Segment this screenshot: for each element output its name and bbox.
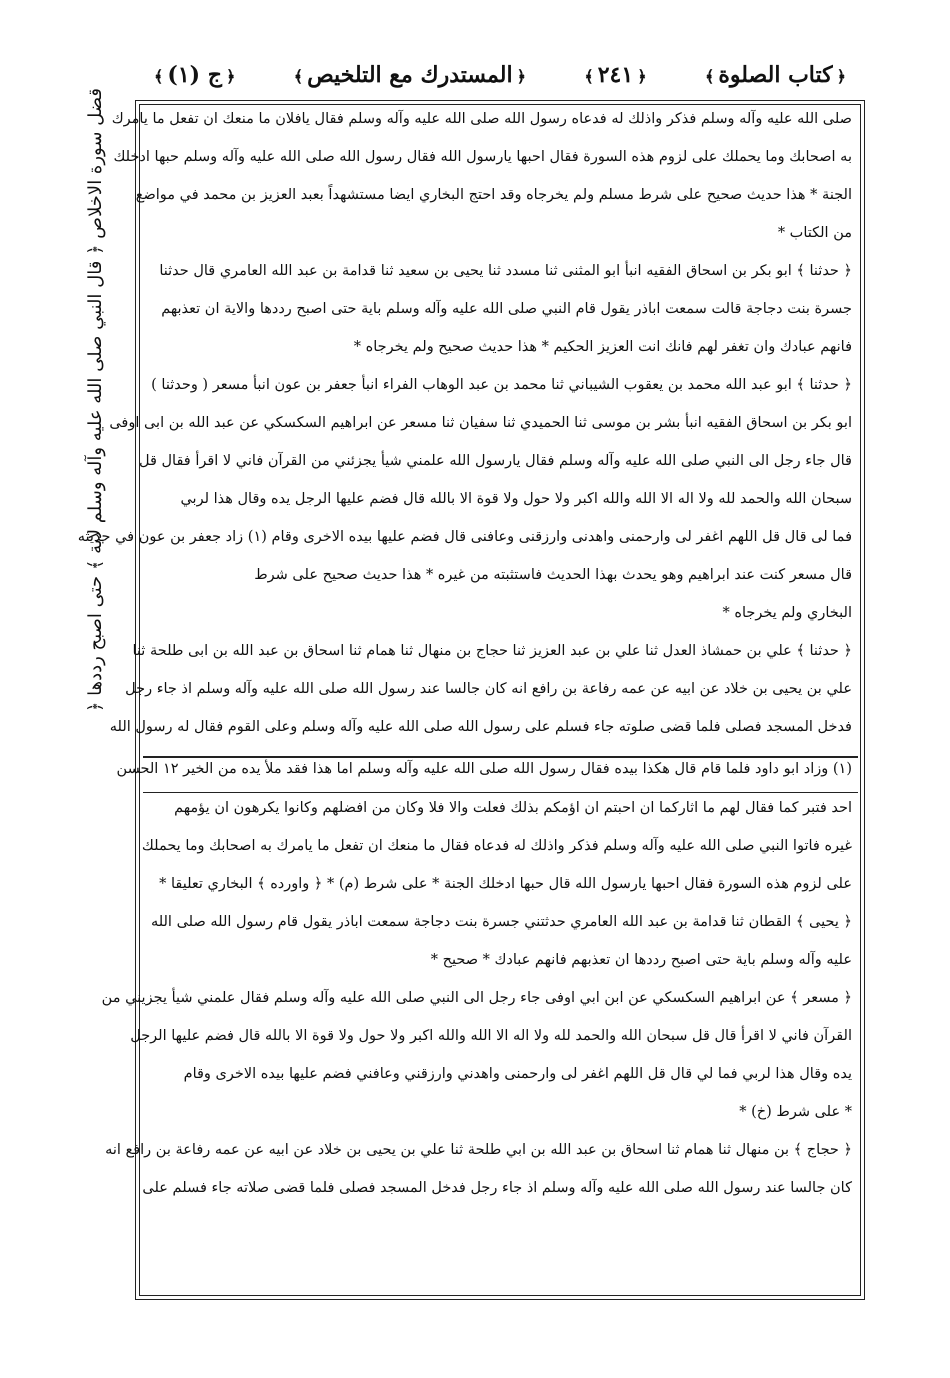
text-line: كان جالسا عند رسول الله صلى الله عليه وآله وسلم اذ جاء رجل فدخل المسجد فصلى فلما قضى صلاته جاء فسلم على [142, 1180, 852, 1196]
text-line: ﴿ حدثنا ﴾ ابو بكر بن اسحاق الفقيه انبأ ابو المثنى ثنا مسدد ثنا يحيى بن سعيد ثنا قدامة بن عبد الله العامري قال حدثنا [159, 263, 852, 279]
text-line: ﴿ حجاج ﴾ بن منهال ثنا همام ثنا اسحاق بن عبد الله بن ابي طلحة ثنا علي بن يحيى بن خلاد عن ابيه عن عمه رفاعة بن رافع انه [105, 1142, 852, 1158]
page-number: ﴿٢٤١﴾ [584, 62, 647, 88]
text-line: قال جاء رجل الى النبي صلى الله عليه وآله وسلم فقال يارسول الله علمني شيأ يجزئني من القرآن فاني لا اقرأ فقال قل [138, 453, 852, 469]
text-line: ﴿ حدثنا ﴾ ابو عبد الله محمد بن يعقوب الشيباني ثنا محمد بن عبد الوهاب الفراء انبأ جعفر بن عون انبأ مسعر ( وحدثنا ) [151, 377, 852, 393]
text-block-lower [101, 799, 858, 1217]
text-line: * على شرط (خ) * [739, 1104, 852, 1120]
margin-note-text: قضل سورة الاخلاص ﴿ قال النبي صلى الله عليه وآله وسلم لاية ﴾ حتى اصبح رددها ﴿ [84, 87, 106, 713]
text-line: من الكتاب * [777, 225, 852, 241]
chapter-title: ﴿كتاب الصلوة﴾ [704, 62, 846, 88]
text-line: صلى الله عليه وآله وسلم فذكر واذلك له فدعاه رسول الله صلى الله عليه وآله وسلم فقال يافلان ما منعك ان تفعل ما يامرك [111, 111, 852, 127]
text-line: ﴿ يحيى ﴾ القطان ثنا قدامة بن عبد الله العامري حدثتني جسرة بنت دجاجة سمعت اباذر يقول قام رسول الله صلى الله [150, 914, 852, 930]
text-line: على لزوم هذه السورة فقال احبها يارسول الله قال حبها ادخلك الجنة * على شرط (م) * ﴿ واورده ﴾ البخاري تعليقا * [159, 876, 852, 892]
footnote-rule [143, 792, 858, 793]
text-line: ﴿ مسعر ﴾ عن ابراهيم السكسكي عن ابن ابي اوفى جاء رجل الى النبي صلى الله عليه وآله وسلم فقال علمني شيأ يجزيني من [101, 990, 852, 1006]
text-line: قال مسعر كنت عند ابراهيم وهو يحدث بهذا الحديث فاستثبته من غيره * هذا حديث صحيح على شرط [254, 567, 852, 583]
text-line: جسرة بنت دجاجة قالت سمعت اباذر يقول قام النبي صلى الله عليه وآله وسلم باية حتى اصبح رددها والاية ان تعذبهم [161, 301, 852, 317]
text-line: فانهم عبادك وان تغفر لهم فانك انت العزيز الحكيم * هذا حديث صحيح ولم يخرجاه * [353, 339, 852, 355]
footnote: (١) وزاد ابو داود فلما قام قال هكذا بيده فقال رسول الله صلى الله عليه وآله وسلم اما هذا فقد ملأ يده من الخير ١٢ الحسن [116, 761, 852, 777]
margin-note [70, 87, 120, 713]
text-line: القرآن فاني لا اقرأ قال قل سبحان الله والحمد لله ولا اله الا الله والله اكبر ولا حول ولا قوة الا بالله قال فضم عليها الرجل [130, 1028, 852, 1044]
text-line: البخاري ولم يخرجاه * [722, 605, 852, 621]
volume-label: ﴿ج (١)﴾ [154, 62, 236, 88]
footnote-separator [143, 756, 858, 758]
text-line: ابو بكر بن اسحاق الفقيه انبأ بشر بن موسى ثنا الحميدي ثنا سفيان ثنا مسعر عن ابراهيم السكسكي عن عبد الله بن ابى اوفى [109, 415, 852, 431]
text-line: ﴿ حدثنا ﴾ علي بن حمشاذ العدل ثنا علي بن عبد العزيز ثنا حجاج بن منهال ثنا همام ثنا اسحاق بن عبد الله بن ابى طلحة ثنا [132, 643, 852, 659]
text-line: فدخل المسجد فصلى فلما قضى صلوته جاء فسلم على رسول الله صلى الله عليه وآله وسلم وعلى القوم فقال له رسول الله [109, 719, 852, 735]
text-line: فما لى قال قل اللهم اغفر لى وارحمنى واهدنى وارزقنى وعافنى قال فضم عليها بيده الاخرى وقام (١) زاد جعفر بن عون في حديثه [77, 529, 852, 545]
text-line: يده وقال هذا لربي فما لي قال قل اللهم اغفر لى وارحمنى واهدني وارزقني وعافني فضم عليها بيده الاخرى وقام [183, 1066, 852, 1082]
text-line: غيره فاتوا النبي صلى الله عليه وآله وسلم فذكر واذلك له فدعاه فقال ما منعك ان تفعل ما يامرك به اصحابك وما يحملك [141, 838, 852, 854]
text-line: علي بن يحيى بن خلاد عن ابيه عن عمه رفاعة بن رافع انه كان جالسا عند رسول الله صلى الله عليه وآله وسلم اذ جاء رجل [125, 681, 852, 697]
running-header [150, 52, 850, 98]
book-title: ﴿المستدرك مع التلخيص﴾ [293, 62, 526, 88]
text-line: عليه وآله وسلم باية حتى اصبح رددها ان تعذبهم فانهم عبادك * صحيح * [430, 952, 852, 968]
text-line: به اصحابك وما يحملك على لزوم هذه السورة فقال احبها يارسول الله فقال رسول الله صلى الله عليه وآله وسلم حبها ادخلك [113, 149, 852, 165]
text-line: سبحان الله والحمد لله ولا اله الا الله والله اكبر ولا حول ولا قوة الا بالله قال فضم عليها الرجل يده وقال هذا لربي [180, 491, 852, 507]
text-line: احد فتبر كما فقال لهم ما اثاركما ان احبتم ان اؤمكم بذلك فعلت والا فلا وكان من افضلهم وكانوا يكرهون ان يؤمهم [174, 800, 852, 816]
text-line: الجنة * هذا حديث صحيح على شرط مسلم ولم يخرجاه وقد احتج البخاري ايضا مستشهداً بعبد العزيز بن محمد في مواضع [135, 187, 852, 203]
